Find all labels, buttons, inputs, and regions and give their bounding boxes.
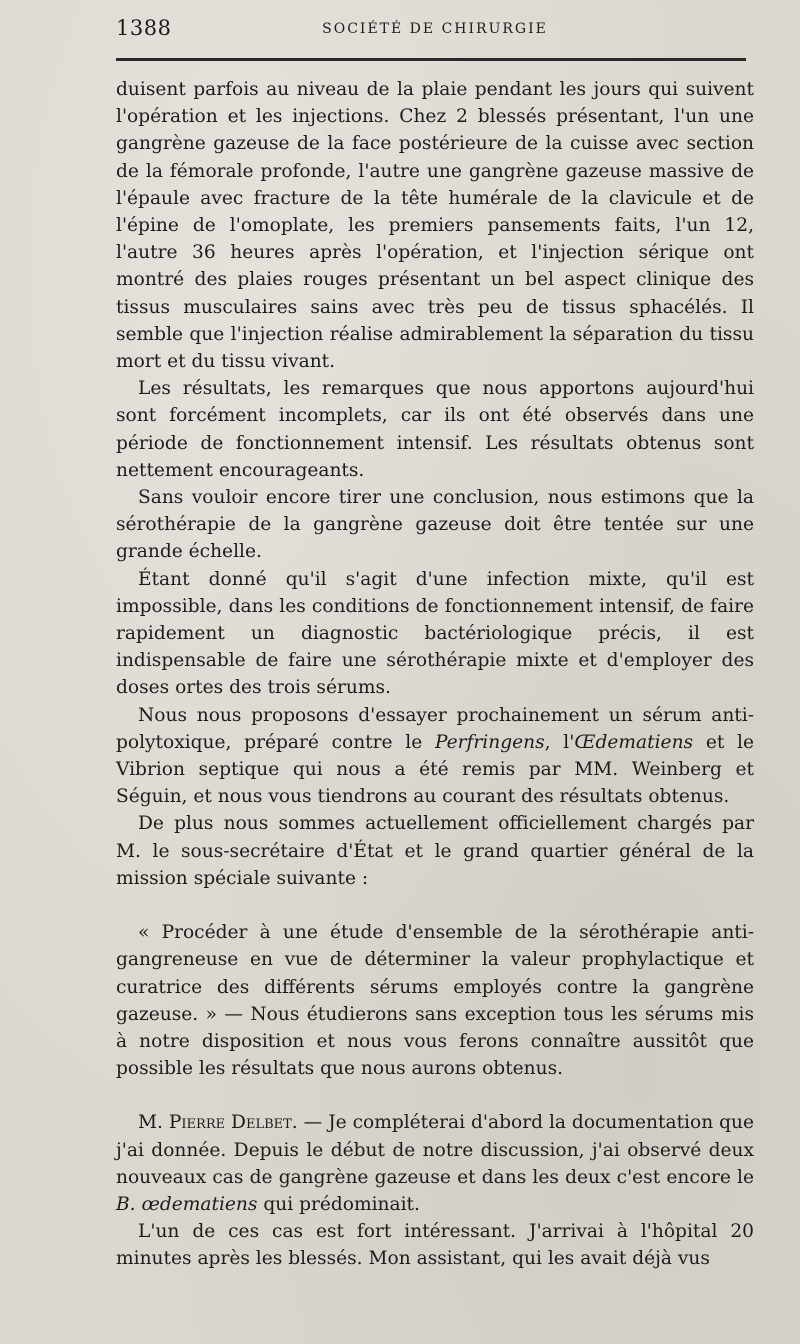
paragraph: duisent parfois au niveau de la plaie pendant les jours qui suivent l'opération et les injections. Chez 2 blessés présentant, l'un une gangrène gazeuse de la face postérieure de la cuisse avec section de la fémorale profonde, l'autre une gangrène gazeuse massive de l'épaule avec fracture de la tête humérale de la clavicule et de l'épine de l'omoplate, les premiers pansements faits, l'un 12, l'autre 36 heures après l'opération, et l'injection sérique ont montré des plaies rouges présentant un bel aspect clinique des tissus musculaires sains avec très peu de tissus sphacélés. Il semble que l'injection réalise admirablement la séparation du tissu mort et du tissu vivant. <box>116 79 754 373</box>
text-run: , l' <box>544 731 575 753</box>
page-header <box>116 14 754 44</box>
paragraph: Sans vouloir encore tirer une conclusion, nous estimons que la sérothérapie de la gangrène gazeuse doit être tentée sur une grande échelle. <box>116 487 754 563</box>
text-run: et le Vibrion septique qui nous a été remis par MM. Weinberg et Séguin, et nous vous tiendrons au courant des résultats obtenus. <box>116 731 754 808</box>
paragraph: De plus nous sommes actuellement officiellement chargés par M. le sous-secrétaire d'État et le grand quartier général de la mission spéciale suivante : <box>116 813 754 889</box>
text-run: qui prédominait. <box>257 1193 420 1215</box>
quoted-mission: « Procéder à une étude d'ensemble de la sérothérapie anti-gangreneuse en vue de déterminer la valeur prophylactique et curatrice des différents sérums employés contre la gangrène gazeuse. » — Nous étudierons sans exception tous les sérums mis à notre disposition et nous vous ferons connaître aussitôt que possible les résultats que nous aurons obtenus. <box>116 922 754 1080</box>
paragraph: L'un de ces cas est fort intéressant. J'arrivai à l'hôpital 20 minutes après les blessés. Mon assistant, qui les avait déjà vus <box>116 1221 754 1270</box>
text-run: . — Je compléterai d'abord la documentation que j'ai donnée. Depuis le début de notre discussion, j'ai observé deux nouveaux cas de gangrène gazeuse et dans les deux c'est encore le <box>116 1112 754 1188</box>
text-run: Nous nous proposons d'essayer prochainement un sérum anti-polytoxique, préparé contre le <box>116 704 754 753</box>
italic-term: Œdematiens <box>574 731 694 753</box>
header-rule <box>116 58 746 61</box>
paragraph: Étant donné qu'il s'agit d'une infection mixte, qu'il est impossible, dans les conditions de fonctionnement intensif, de faire rapidement un diagnostic bactériologique précis, il est indispensable de faire une sérothérapie mixte et d'employer des doses ortes des trois sérums. <box>116 568 754 699</box>
italic-term: Perfringens <box>434 731 545 753</box>
speaker-prefix: M. <box>138 1112 169 1134</box>
speaker-name: Pierre Delbet <box>168 1112 292 1134</box>
body-text <box>116 76 754 1273</box>
paragraph <box>116 702 754 811</box>
paragraph <box>116 1109 754 1218</box>
italic-term: B. œdematiens <box>116 1193 258 1215</box>
running-head: SOCIÉTÉ DE CHIRURGIE <box>322 21 548 37</box>
page-number: 1388 <box>116 16 172 40</box>
paragraph: Les résultats, les remarques que nous apportons aujourd'hui sont forcément incomplets, car ils ont été observés dans une période de fonctionnement intensif. Les résultats obtenus sont nettement encourageants. <box>116 378 754 481</box>
